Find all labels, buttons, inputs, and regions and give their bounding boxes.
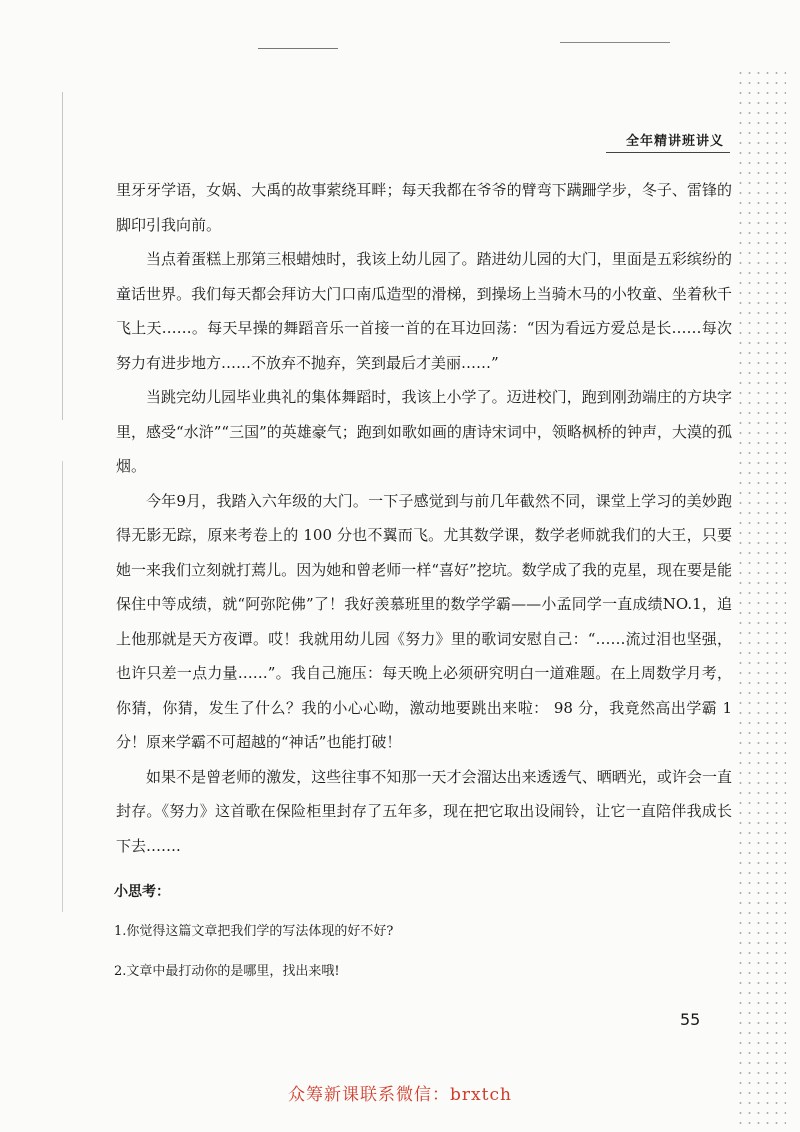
essay-paragraph-1: 里牙牙学语，女娲、大禹的故事萦绕耳畔；每天我都在爷爷的臂弯下蹒跚学步，冬子、雷锋的脚印引我向前。: [116, 181, 732, 234]
reflection-questions: [114, 872, 714, 992]
questions-title: 小思考：: [114, 884, 170, 900]
page-number: 55: [680, 1010, 701, 1029]
scan-artifact-line: [258, 48, 338, 49]
dotted-margin-pattern: [736, 68, 786, 1128]
scan-artifact-line: [560, 42, 670, 43]
watermark-text: 众筹新课联系微信：brxtch: [288, 1085, 512, 1105]
scan-artifact-margin-line: [62, 92, 63, 912]
running-header: 全年精讲班讲义: [626, 130, 724, 149]
essay-body: [116, 173, 732, 863]
essay-paragraph-5: 如果不是曾老师的激发，这些往事不知那一天才会溜达出来透透气、晒晒光，或许会一直封存。《努力》这首歌在保险柜里封存了五年多，现在把它取出设闹铃，让它一直陪伴我成长下去…….: [116, 767, 732, 855]
essay-paragraph-3: 当跳完幼儿园毕业典礼的集体舞蹈时，我该上小学了。迈进校门，跑到刚劲端庄的方块字里，感受“水浒”“三国”的英雄豪气；跑到如歌如画的唐诗宋词中，领略枫桥的钟声，大漠的孤烟。: [116, 388, 732, 475]
question-item-1: 1.你觉得这篇文章把我们学的写法体现的好不好?: [114, 924, 394, 939]
question-item-2: 2.文章中最打动你的是哪里，找出来哦!: [114, 964, 340, 979]
essay-paragraph-2: 当点着蛋糕上那第三根蜡烛时，我该上幼儿园了。踏进幼儿园的大门，里面是五彩缤纷的童话世界。我们每天都会拜访大门口南瓜造型的滑梯，到操场上当骑木马的小牧童、坐着秋千飞上天……。每天早操的舞蹈音乐一首接一首的在耳边回荡：“因为看远方爱总是长……每次努力有进步地方……不放弃不抛弃，笑到最后才美丽……”: [116, 250, 732, 372]
essay-paragraph-4: 今年9月，我踏入六年级的大门。一下子感觉到与前几年截然不同，课堂上学习的美妙跑得无影无踪，原来考卷上的 100 分也不翼而飞。尤其数学课，数学老师就我们的大王，只要她一来我们立刻就打蔫儿。因为她和曾老师一样“喜好”挖坑。数学成了我的克星，现在要是能保住中等成绩，就“阿弥陀佛”了！我好羡慕班里的数学学霸——小孟同学一直成绩NO.1，追上他那就是天方夜谭。哎！我就用幼儿园《努力》里的歌词安慰自己：“……流过泪也坚强，也许只差一点力量……”。我自己施压：每天晚上必须研究明白一道难题。在上周数学月考，你猜，你猜，发生了什么？我的小心心呦，激动地要跳出来啦： 98 分，我竟然高出学霸 1 分！原来学霸不可超越的“神话”也能打破！: [116, 491, 732, 751]
